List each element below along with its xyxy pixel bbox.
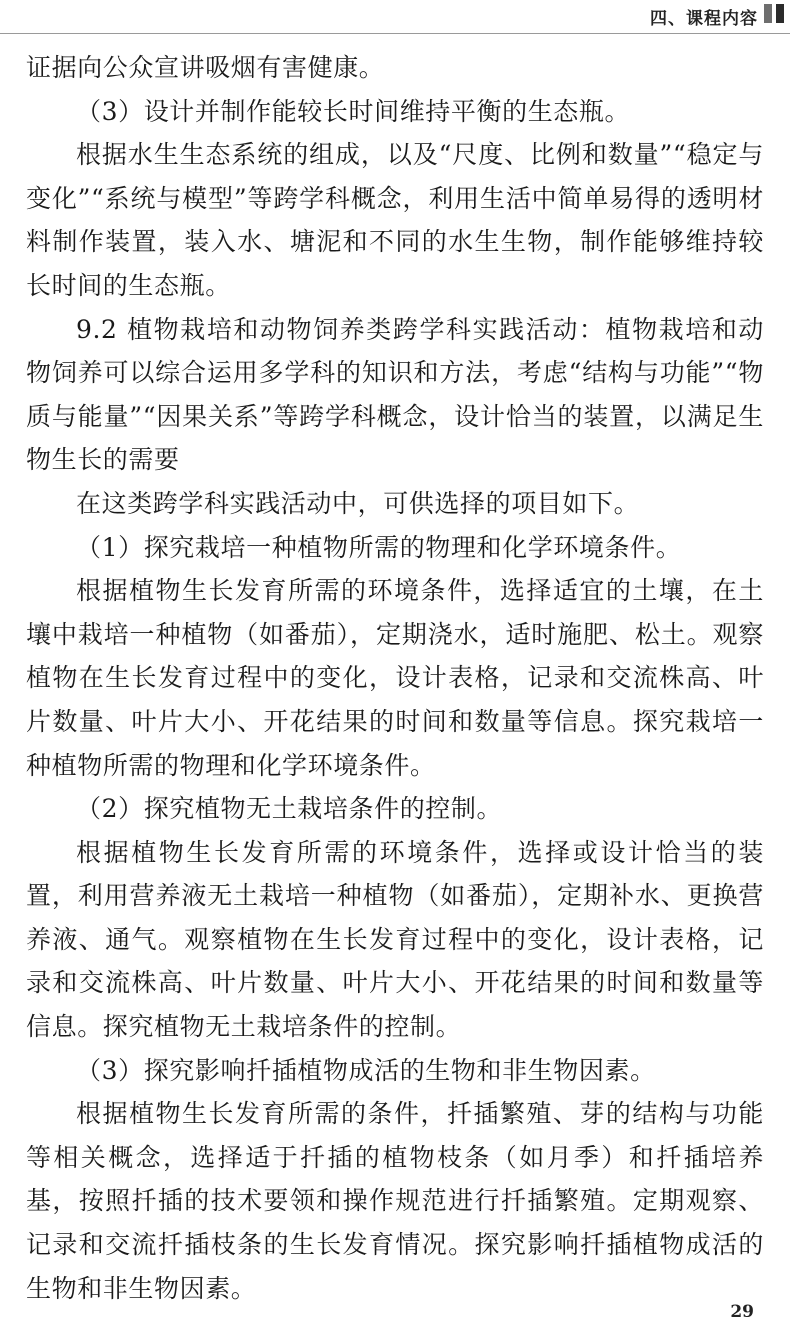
item-heading-2-soilless: （2）探究植物无土栽培条件的控制。 [76, 794, 503, 824]
page-header [0, 0, 790, 34]
item-heading-3-cutting: （3）探究影响扦插植物成活的生物和非生物因素。 [76, 1055, 656, 1085]
page-body [0, 46, 790, 1310]
section-title: 四、课程内容 [650, 9, 758, 29]
paragraph-intro-projects: 在这类跨学科实践活动中，可供选择的项目如下。 [76, 488, 640, 518]
paragraph-continuation: 证据向公众宣讲吸烟有害健康。 [26, 53, 385, 82]
paragraph-ecobottle: 根据水生生态系统的组成，以及“尺度、比例和数量”“稳定与变化”“系统与模型”等跨学科概念，利用生活中简单易得的透明材料制作装置，装入水、塘泥和不同的水生生物，制作能够维持较长时间的生态瓶。 [26, 140, 764, 300]
item-heading-1-cultivation: （1）探究栽培一种植物所需的物理和化学环境条件。 [76, 532, 682, 562]
paragraph-cutting: 根据植物生长发育所需的条件，扦插繁殖、芽的结构与功能等相关概念，选择适于扦插的植物枝条（如月季）和扦插培养基，按照扦插的技术要领和操作规范进行扦插繁殖。定期观察、记录和交流扦插枝条的生长发育情况。探究影响扦插植物成活的生物和非生物因素。 [26, 1099, 764, 1303]
header-rule [0, 33, 790, 34]
section-heading-9-2: 9.2 植物栽培和动物饲养类跨学科实践活动：植物栽培和动物饲养可以综合运用多学科的知识和方法，考虑“结构与功能”“物质与能量”“因果关系”等跨学科概念，设计恰当的装置，以满足生物生长的需要 [26, 314, 764, 475]
header-decoration-bar-dark [776, 4, 784, 23]
paragraph-cultivation: 根据植物生长发育所需的环境条件，选择适宜的土壤，在土壤中栽培一种植物（如番茄），定期浇水，适时施肥、松土。观察植物在生长发育过程中的变化，设计表格，记录和交流株高、叶片数量、叶片大小、开花结果的时间和数量等信息。探究栽培一种植物所需的物理和化学环境条件。 [26, 576, 764, 780]
item-heading-3-ecobottle: （3）设计并制作能较长时间维持平衡的生态瓶。 [76, 96, 631, 126]
page-number: 29 [730, 1302, 754, 1322]
paragraph-soilless: 根据植物生长发育所需的环境条件，选择或设计恰当的装置，利用营养液无土栽培一种植物（如番茄），定期补水、更换营养液、通气。观察植物在生长发育过程中的变化，设计表格，记录和交流株高、叶片数量、叶片大小、开花结果的时间和数量等信息。探究植物无土栽培条件的控制。 [26, 837, 764, 1042]
header-decoration-bar-light [764, 4, 772, 23]
